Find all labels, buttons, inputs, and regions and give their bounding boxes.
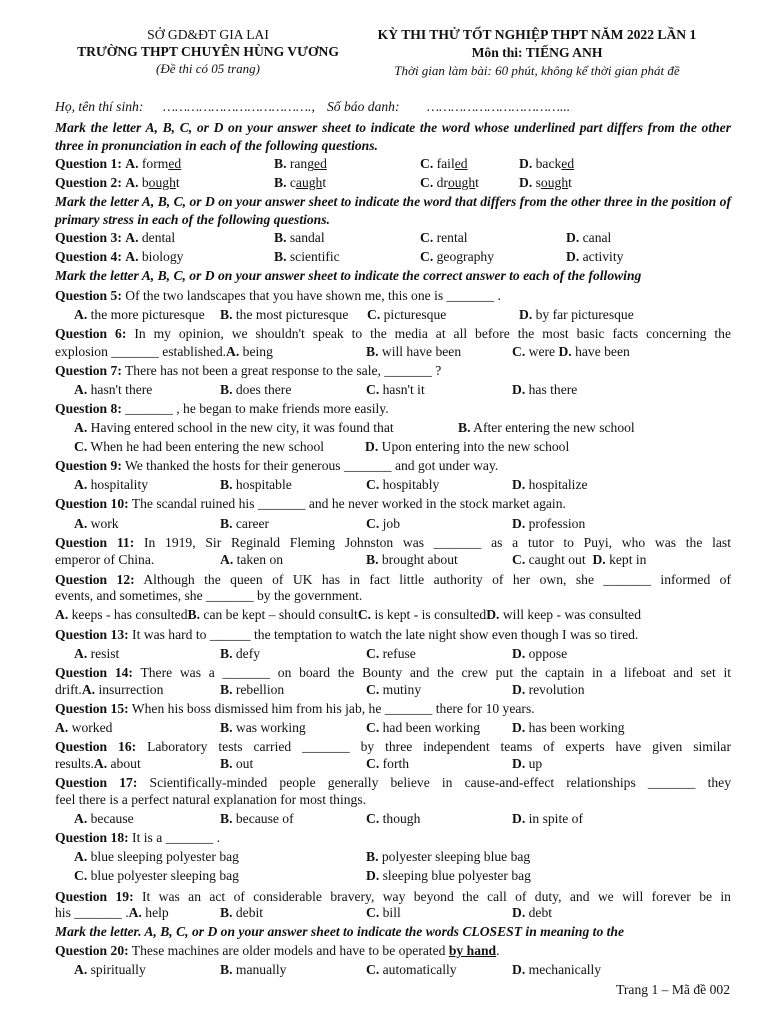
option-a: bought [141,175,180,190]
option-b: B. the most picturesque [220,307,349,322]
question-9: Question 9: We thanked the hosts for their generous _______ and got under way. [55,458,499,473]
option-a: A. blue sleeping polyester bag [74,849,239,864]
question-12: Question 12: Although the queen of UK has in fact little authority of her own, she _______ informed of [55,572,731,587]
option-b: B. ranged [274,156,327,171]
question-15-options: A. worked B. was working C. had been working D. has been working [55,720,625,735]
question-19: Question 19: It was an act of considerable bravery, way beyond the call of duty, and we will forever be in [55,889,731,904]
option-c: C. hasn't it [366,382,425,397]
option-d: D. profession [512,516,586,531]
option-b: B. because of [220,811,294,826]
option-c: C. bill [366,905,401,920]
page-footer: Trang 1 – Mã đề 002 [616,982,730,997]
duration-note: Thời gian làm bài: 60 phút, không kể thời gian phát đề [394,63,680,78]
option-c: C. though [366,811,421,826]
option-a: help [145,905,169,920]
question-6-options: explosion _______ established.A. being B. will have been C. were D. have been [55,344,630,359]
option-a: A. spiritually [74,962,146,977]
candidate-info [55,98,731,116]
option-a: A. hasn't there [74,382,153,397]
option-d: D. canal [566,230,612,245]
pages-note: (Đề thi có 05 trang) [156,61,260,76]
option-d: D. hospitalize [512,477,588,492]
option-c: C. hospitably [366,477,440,492]
instruction-pronunciation: Mark the letter A, B, C, or D on your answer sheet to indicate the word whose underlined part differs from the other three in pronunciation in each of the following questions. [55,120,731,153]
option-d: D. has there [512,382,578,397]
instruction-stress: Mark the letter A, B, C, or D on your answer sheet to indicate the word that differs from the other three in the position of primary stress in each of the following questions. [55,194,731,227]
option-c: C. drought [420,175,479,190]
id-label: Số báo danh: [327,99,400,114]
option-d: D. mechanically [512,962,602,977]
option-d: D. debt [512,905,553,920]
option-b: B. rebellion [220,682,285,697]
option-c: C. job [366,516,400,531]
header-left [58,26,358,77]
subject-label: Môn thi: TIẾNG ANH [471,45,603,60]
option-c: C. mutiny [366,682,422,697]
name-label: Họ, tên thí sinh: [55,99,144,114]
option-a: formed [141,156,182,171]
option-a: dental [141,230,176,245]
option-d: D. sought [519,175,572,190]
question-14: Question 14: There was a _______ on board the Bounty and the crew put the captain in a lifeboat and set it [55,665,732,680]
question-1 [55,155,731,173]
question-20: Question 20: These machines are older models and have to be operated by hand. [55,943,500,958]
option-c: C. When he had been entering the new school [74,439,325,454]
option-b: B. sandal [274,230,325,245]
question-16: Question 16: Laboratory tests carried _______ by three independent teams of experts have given similar [55,739,731,754]
option-b: B. defy [220,646,261,661]
question-5: Question 5: Of the two landscapes that you have shown me, this one is _______ . [55,288,501,303]
header-right [352,26,722,80]
option-b: can be kept – should consult [203,607,358,622]
option-a: being [242,344,273,359]
option-a: A. taken on [220,552,284,567]
question-13: Question 13: It was hard to ______ the temptation to watch the late night show even though I was so tired. [55,627,639,642]
question-4: Question 4: A. biology B. scientific C. geography D. activity [55,249,624,264]
option-b: B. hospitable [220,477,292,492]
option-b: B. was working [220,720,306,735]
option-c: is kept - is consulted [374,607,487,622]
department-name: SỞ GD&ĐT GIA LAI [147,27,269,42]
option-a: A. resist [74,646,120,661]
option-d: D. Upon entering into the new school [365,439,570,454]
question-6: Question 6: In my opinion, we shouldn't speak to the media at all before the most basic facts concerning the [55,326,731,341]
instruction-correct-answer: Mark the letter A, B, C, or D on your answer sheet to indicate the correct answer to each of the following [55,268,642,283]
question-11-options: emperor of China. A. taken on B. brought about C. caught out D. kept in [55,552,647,567]
option-letter: A. [125,156,139,171]
option-d: D. has been working [512,720,625,735]
question-number: Question 1: [55,156,122,171]
option-b: B. debit [220,905,264,920]
option-b: B. will have been [366,344,462,359]
option-b: B. scientific [274,249,340,264]
question-16-options: results.A. about B. out C. forth D. up [55,756,543,771]
question-12-options: A. keeps - has consultedB. can be kept – should consultC. is kept - is consultedD. will keep - was consulted [55,607,642,622]
option-a: A. the more picturesque [74,307,205,322]
option-b: B. out [220,756,254,771]
option-a: keeps - has consulted [71,607,188,622]
option-a: worked [71,720,113,735]
option-c: C. refuse [366,646,416,661]
option-d: D. backed [519,156,575,171]
question-7: Question 7: There has not been a great response to the sale, _______ ? [55,363,442,378]
instruction-closest-meaning: Mark the letter. A, B, C, or D on your answer sheet to indicate the words CLOSEST in meaning to the [55,924,625,939]
option-c: C. blue polyester sleeping bag [74,868,239,883]
option-c: C. rental [420,230,468,245]
option-c: C. picturesque [367,307,447,322]
exam-title: KỲ THI THỬ TỐT NGHIỆP THPT NĂM 2022 LẦN 1 [377,27,697,42]
option-d: D. oppose [512,646,568,661]
question-18: Question 18: It is a _______ . [55,830,221,845]
school-name: TRƯỜNG THPT CHUYÊN HÙNG VƯƠNG [77,44,339,59]
option-c: C. had been working [366,720,481,735]
question-2: Question 2: A. bought B. caught C. drought D. sought [55,175,572,190]
question-17: Question 17: Scientifically-minded people generally believe in cause-and-effect relationships _______ they [55,775,731,790]
option-a: about [110,756,141,771]
option-c: C. caught out D. kept in [512,552,647,567]
option-a: A. Having entered school in the new city, it was found that [74,420,394,435]
name-blank: ………………………………., [163,99,315,114]
option-b: B. polyester sleeping blue bag [366,849,531,864]
question-11: Question 11: In 1919, Sir Reginald Fleming Johnston was _______ as a tutor to Puyi, who was the last [55,535,732,550]
question-stem: Of the two landscapes that you have shown me, this one is _______ . [125,288,501,303]
option-b: B. brought about [366,552,458,567]
question-15: Question 15: When his boss dismissed him from his jab, he _______ there for 10 years. [55,701,535,716]
option-b: B. manually [220,962,287,977]
id-blank: ……………………………... [427,99,571,114]
question-19-options: his _______ .A. help B. debit C. bill D. debt [55,905,553,920]
option-d: D. sleeping blue polyester bag [366,868,531,883]
option-c: C. automatically [366,962,457,977]
underlined-phrase: by hand [448,943,497,958]
option-a: biology [141,249,184,264]
question-10: Question 10: The scandal ruined his _______ and he never worked in the stock market again. [55,496,566,511]
option-c: C. were D. have been [512,344,630,359]
question-8: Question 8: _______ , he began to make friends more easily. [55,401,389,416]
option-a: A. hospitality [74,477,149,492]
option-b: B. does there [220,382,292,397]
option-b: B. After entering the new school [458,420,635,435]
option-a: A. work [74,516,119,531]
option-b: B. caught [274,175,327,190]
question-12-stem-2: events, and sometimes, she _______ by the government. [55,588,363,603]
question-17-stem-2: feel there is a perfect natural explanation for most things. [55,792,367,807]
option-d: D. in spite of [512,811,583,826]
option-d: will keep - was consulted [502,607,642,622]
option-a: A. because [74,811,134,826]
option-d: D. activity [566,249,624,264]
question-3: Question 3: A. dental B. sandal C. rental D. canal [55,230,612,245]
option-d: D. up [512,756,543,771]
option-d: D. revolution [512,682,585,697]
option-d: D. by far picturesque [519,307,634,322]
question-14-options: drift.A. insurrection B. rebellion C. mutiny D. revolution [55,682,585,697]
option-c: C. geography [420,249,495,264]
option-a: insurrection [98,682,164,697]
option-c: C. forth [366,756,410,771]
option-c: C. failed [420,156,468,171]
option-b: B. career [220,516,270,531]
